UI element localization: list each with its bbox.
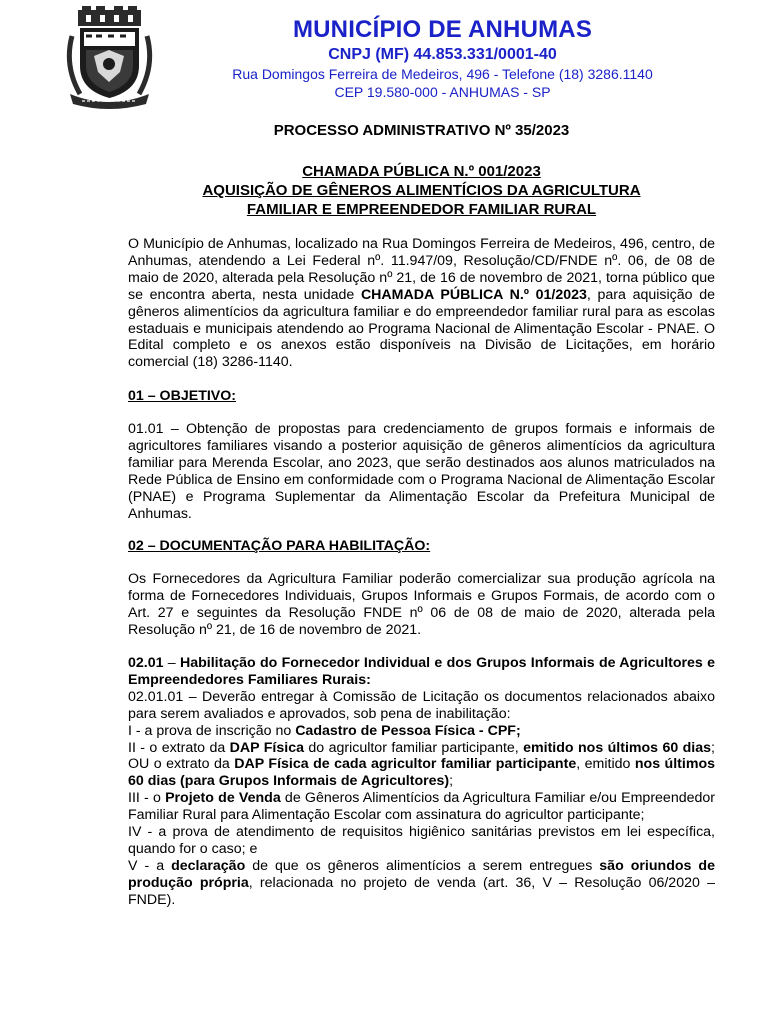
item1-text: I - a prova de inscrição no (128, 722, 296, 739)
requirement-item-5 (128, 858, 715, 909)
section-objetivo-text: 01.01 – Obtenção de propostas para credenciamento de grupos formais e informais de agricultores familiares visando a posterior aquisição de gêneros alimentícios da agricultura familiar para Merenda Escolar, ano 2023, que serão destinados aos alunos matriculados na Rede Pública de Ensino em conformidade com o Programa Nacional de Alimentação Escolar (PNAE) e Programa Suplementar da Alimentação Escolar da Prefeitura Municipal de Anhumas. (128, 421, 715, 522)
subsection-0201-title (128, 655, 715, 689)
letterhead-address: Rua Domingos Ferreira de Medeiros, 496 - Telefone (18) 3286.1140 (232, 66, 653, 82)
section-documentacao-text: Os Fornecedores da Agricultura Familiar poderão comercializar sua produção agrícola na forma de Fornecedores Individuais, Grupos Informais e Grupos Formais, de acordo com o Art. 27 e seguintes da Resolução FNDE nº 06 de 08 de maio de 2020, alterada pela Resolução nº 21, de 16 de novembro de 2021. (128, 571, 715, 638)
item3-text-c: de Gêneros Alimentícios da Agricultura Familiar e/ou Empreendedor Familiar Rural para Alimentação Escolar com assinatura do agricultor participante; (128, 790, 716, 824)
item5-text-a: V - a (128, 857, 172, 874)
intro-text-c: , para aquisição de gêneros alimentícios da agricultura familiar e do empreendedor familiar rural para as escolas estaduais e municipais atendendo ao Programa Nacional de Alimentação Escolar - PNAE. O Edital completo e os anexos estão disponíveis na Divisão de Licitações, em horário comercial (18) 3286-1140. (128, 286, 715, 371)
item3-text-a: III - o (128, 790, 166, 807)
item5-bold-b: declaração (171, 857, 246, 874)
subsection-020101: 02.01.01 – Deverão entregar à Comissão de Licitação os documentos relacionados abaixo para serem avaliados e aprovados, sob pena de inabilitação: (128, 688, 715, 722)
section-documentacao-heading: 02 – DOCUMENTAÇÃO PARA HABILITAÇÃO: (128, 538, 431, 554)
coat-of-arms-icon (62, 6, 157, 110)
subsection-0201-dash: – (163, 655, 180, 671)
subsection-0201 (128, 655, 715, 909)
item2-text-a: II - o extrato da (128, 739, 230, 756)
subsection-0201-title-text: Habilitação do Fornecedor Individual e dos Grupos Informais de Agricultores e Empreendedores Familiares Rurais: (128, 655, 715, 688)
letterhead-title: MUNICÍPIO DE ANHUMAS (292, 16, 593, 43)
requirement-item-1 (128, 723, 715, 740)
chamada-title-line2: AQUISIÇÃO DE GÊNEROS ALIMENTÍCIOS DA AGRICULTURA (202, 182, 641, 199)
item2-text-g: , emitido (576, 756, 635, 773)
item2-bold-h: nos últimos 60 dias (para Grupos Informais de Agricultores) (128, 756, 716, 790)
item2-bold-f: DAP Física de cada agricultor familiar participante (234, 756, 577, 773)
chamada-title (128, 162, 715, 219)
item1-bold: Cadastro de Pessoa Física - CPF; (295, 722, 521, 739)
item5-bold-d: são oriundos de produção própria (128, 857, 715, 891)
requirement-item-2 (128, 740, 715, 791)
item2-text-i: ; (449, 773, 454, 790)
intro-paragraph (128, 236, 715, 371)
item5-text-c: de que os gêneros alimentícios a serem entregues (245, 857, 600, 874)
intro-text-bold: CHAMADA PÚBLICA N.º 01/2023 (360, 286, 587, 303)
item2-text-e: ; OU o extrato da (128, 739, 715, 773)
chamada-title-line3: FAMILIAR E EMPREENDEDOR FAMILIAR RURAL (246, 201, 597, 218)
subsection-0201-number: 02.01 (128, 655, 164, 671)
requirement-item-4: IV - a prova de atendimento de requisitos higiênico sanitárias previstos em lei específica, quando for o caso; e (128, 824, 715, 857)
letterhead-cnpj: CNPJ (MF) 44.853.331/0001-40 (328, 46, 557, 63)
letterhead-cep: CEP 19.580-000 - ANHUMAS - SP (334, 84, 551, 100)
process-number: PROCESSO ADMINISTRATIVO Nº 35/2023 (273, 122, 570, 139)
item3-bold-b: Projeto de Venda (165, 790, 281, 807)
requirement-item-3 (128, 790, 715, 824)
item2-bold-b: DAP Física (229, 739, 304, 756)
chamada-title-line1: CHAMADA PÚBLICA N.º 001/2023 (302, 163, 541, 180)
item5-text-e: , relacionada no projeto de venda (art. 36, V – Resolução 06/2020 – FNDE). (128, 874, 715, 908)
item2-text-c: do agricultor familiar participante, (303, 739, 524, 756)
intro-text-a: O Município de Anhumas, localizado na Rua Domingos Ferreira de Medeiros, 496, centro, de Anhumas, atendendo a Lei Federal nº. 11.947/09, Resolução/CD/FNDE nº. 06, de 08 de maio de 2020, alterada pela Resolução nº 21, de 16 de novembro de 2021, torna público que se encontra aberta, nesta unidade (128, 236, 715, 303)
item2-bold-d: emitido nos últimos 60 dias (523, 739, 712, 756)
section-objetivo-heading: 01 – OBJETIVO: (128, 388, 237, 404)
